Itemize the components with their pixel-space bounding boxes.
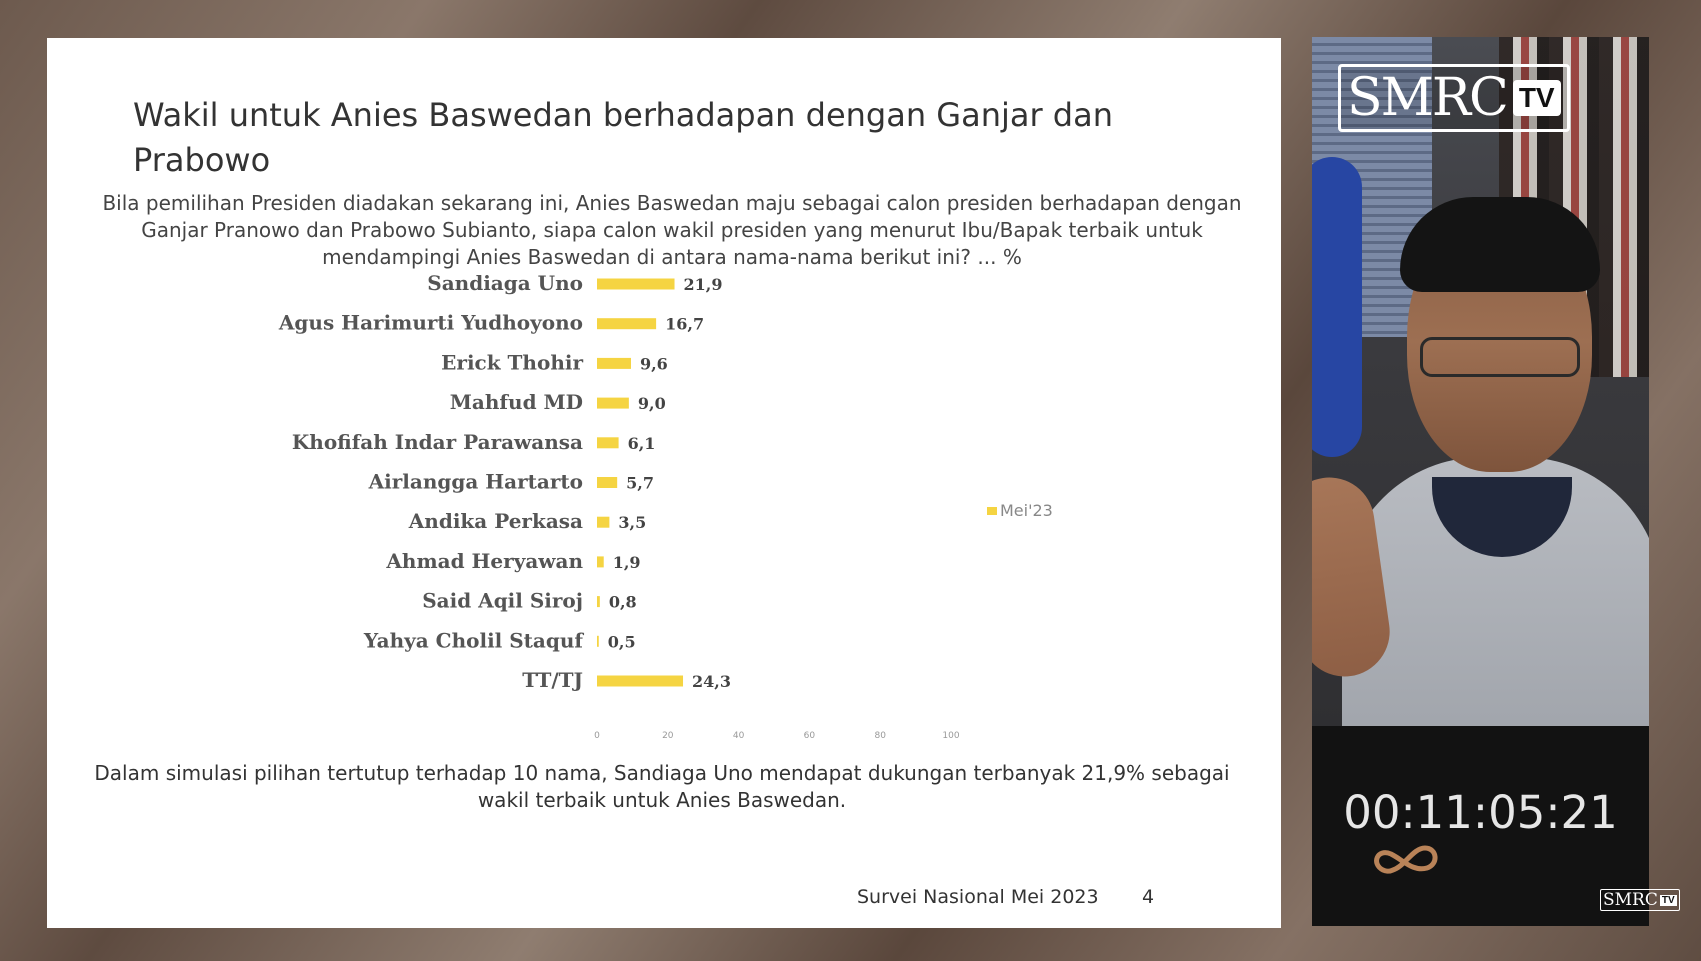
category-label-erick-thohir: Erick Thohir bbox=[441, 350, 583, 375]
category-label-tt-tj: TT/TJ bbox=[522, 668, 583, 692]
bar-yahya-cholil-staquf bbox=[597, 636, 599, 647]
value-label-khofifah-indar-parawansa: 6,1 bbox=[627, 433, 656, 453]
category-label-khofifah-indar-parawansa: Khofifah Indar Parawansa bbox=[291, 429, 583, 454]
watermark-tv-badge: TV bbox=[1661, 894, 1675, 906]
bar-erick-thohir bbox=[597, 358, 631, 369]
category-label-agus-harimurti-yudhoyono: Agus Harimurti Yudhoyono bbox=[278, 310, 583, 335]
slide-conclusion: Dalam simulasi pilihan tertutup terhadap 10 nama, Sandiaga Uno mendapat dukungan terbanyak 21,9% sebagai wakil terbaik untuk Anies Baswedan. bbox=[94, 761, 1230, 812]
blue-chair bbox=[1312, 157, 1362, 457]
watermark-text: SMRC bbox=[1603, 890, 1658, 910]
value-label-tt-tj: 24,3 bbox=[692, 672, 731, 691]
bar-andika-perkasa bbox=[597, 517, 609, 528]
bar-said-aqil-siroj bbox=[597, 596, 600, 607]
category-label-andika-perkasa: Andika Perkasa bbox=[408, 509, 583, 534]
timer-panel bbox=[1312, 726, 1649, 926]
infinity-loop-icon bbox=[1369, 838, 1449, 883]
legend-swatch bbox=[987, 507, 997, 515]
bar-tt-tj bbox=[597, 676, 683, 687]
footer-source: Survei Nasional Mei 2023 bbox=[857, 886, 1099, 908]
value-label-airlangga-hartarto: 5,7 bbox=[626, 473, 655, 493]
page-number: 4 bbox=[1142, 886, 1155, 908]
x-tick-80: 80 bbox=[874, 731, 886, 741]
category-label-ahmad-heryawan: Ahmad Heryawan bbox=[386, 548, 583, 573]
category-label-yahya-cholil-staquf: Yahya Cholil Staquf bbox=[363, 628, 583, 653]
smrc-tv-logo bbox=[1338, 64, 1570, 132]
category-label-airlangga-hartarto: Airlangga Hartarto bbox=[368, 469, 583, 494]
x-tick-20: 20 bbox=[662, 731, 674, 741]
x-tick-100: 100 bbox=[942, 731, 960, 741]
slide-title: Wakil untuk Anies Baswedan berhadapan dengan Ganjar dan Prabowo bbox=[133, 96, 1113, 179]
timecode: 00:11:05:21 bbox=[1343, 786, 1618, 839]
value-label-agus-harimurti-yudhoyono: 16,7 bbox=[665, 314, 705, 334]
slide-question: Bila pemilihan Presiden diadakan sekarang ini, Anies Baswedan maju sebagai calon presiden berhadapan dengan Ganjar Pranowo dan Prabowo Subianto, siapa calon wakil presiden yang menurut Ibu/Bapak terbaik untuk mendampingi Anies Baswedan di antara nama-nama berikut ini? ... % bbox=[102, 191, 1242, 269]
ticks-layer bbox=[594, 731, 960, 741]
presenter-glasses bbox=[1420, 337, 1580, 377]
presenter-hair bbox=[1400, 197, 1600, 292]
category-label-mahfud-md: Mahfud MD bbox=[449, 390, 583, 415]
category-label-sandiaga-uno: Sandiaga Uno bbox=[427, 271, 583, 295]
bar-airlangga-hartarto bbox=[597, 477, 617, 488]
value-label-said-aqil-siroj: 0,8 bbox=[608, 592, 637, 612]
value-label-yahya-cholil-staquf: 0,5 bbox=[607, 632, 636, 652]
x-tick-40: 40 bbox=[732, 731, 745, 741]
bar-mahfud-md bbox=[597, 398, 629, 409]
legend-label: Mei'23 bbox=[1000, 501, 1053, 520]
smrc-watermark bbox=[1600, 889, 1680, 911]
x-tick-60: 60 bbox=[803, 731, 816, 741]
presentation-slide bbox=[47, 38, 1281, 928]
logo-tv-badge: TV bbox=[1513, 80, 1561, 116]
value-label-ahmad-heryawan: 1,9 bbox=[612, 552, 641, 572]
value-label-sandiaga-uno: 21,9 bbox=[683, 275, 723, 294]
labels-layer bbox=[278, 271, 731, 692]
legend bbox=[987, 501, 1053, 520]
bar-sandiaga-uno bbox=[597, 279, 675, 290]
value-label-mahfud-md: 9,0 bbox=[637, 394, 666, 414]
bar-agus-harimurti-yudhoyono bbox=[597, 318, 656, 329]
logo-text: SMRC bbox=[1347, 68, 1507, 128]
value-label-andika-perkasa: 3,5 bbox=[618, 513, 647, 533]
presenter-video bbox=[1312, 37, 1649, 726]
value-label-erick-thohir: 9,6 bbox=[639, 354, 668, 374]
bar-ahmad-heryawan bbox=[597, 556, 604, 567]
category-label-said-aqil-siroj: Said Aqil Siroj bbox=[422, 588, 583, 613]
x-tick-0: 0 bbox=[594, 731, 600, 741]
bar-khofifah-indar-parawansa bbox=[597, 437, 619, 448]
